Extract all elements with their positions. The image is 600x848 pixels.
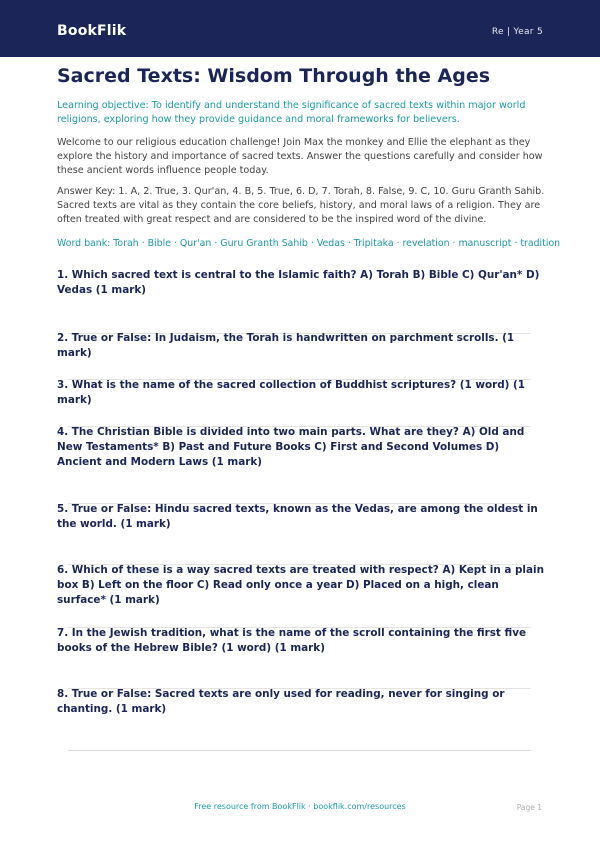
subject-year-label: Re | Year 5 <box>491 27 543 37</box>
question-5: 5. True or False: Hindu sacred texts, known as the Vedas, are among the oldest in the world. (1 mark) <box>57 503 538 530</box>
footer-divider <box>68 750 531 751</box>
question-3: 3. What is the name of the sacred collection of Buddhist scriptures? (1 word) (1 mark) <box>57 379 526 406</box>
question-4: 4. The Christian Bible is divided into two main parts. What are they? A) Old and New Testaments* B) Past and Future Books C) First and Second Volumes D) Ancient and Modern Laws (1 mark) <box>57 426 525 468</box>
answer-key: Answer Key: 1. A, 2. True, 3. Qur'an, 4. B, 5. True, 6. D, 7. Torah, 8. False, 9. C, 10. Guru Granth Sahib. Sacred texts are vital as they contain the core beliefs, history, and moral laws of a religion. They are often treated with great respect and are considered to be the inspired word of the divine. <box>57 186 545 225</box>
word-bank: Word bank: Torah · Bible · Qur'an · Guru Granth Sahib · Vedas · Tripitaka · revelation · manuscript · tradition <box>57 238 561 249</box>
question-2: 2. True or False: In Judaism, the Torah is handwritten on parchment scrolls. (1 mark) <box>57 332 515 359</box>
brand-logo[interactable]: BookFlik <box>57 23 127 39</box>
learning-objective: Learning objective: To identify and understand the significance of sacred texts within major world religions, exploring how they provide guidance and moral frameworks for believers. <box>57 100 526 125</box>
question-6: 6. Which of these is a way sacred texts are treated with respect? A) Kept in a plain box B) Left on the floor C) Read only once a year D) Placed on a high, clean surface* (1 mark) <box>57 564 544 606</box>
question-8: 8. True or False: Sacred texts are only used for reading, never for singing or chanting. (1 mark) <box>57 688 505 715</box>
page-header <box>0 0 600 57</box>
footer-link[interactable]: Free resource from BookFlik · bookflik.com/resources <box>194 802 406 811</box>
intro-paragraph: Welcome to our religious education challenge! Join Max the monkey and Ellie the elephant as they explore the history and importance of sacred texts. Answer the questions carefully and consider how these ancient words influence people today. <box>57 137 543 176</box>
page-number: Page 1 <box>516 803 542 812</box>
question-7: 7. In the Jewish tradition, what is the name of the scroll containing the first five books of the Hebrew Bible? (1 word) (1 mark) <box>57 627 527 654</box>
page-title: Sacred Texts: Wisdom Through the Ages <box>57 65 491 87</box>
question-1: 1. Which sacred text is central to the Islamic faith? A) Torah B) Bible C) Qur'an* D) Vedas (1 mark) <box>57 269 540 296</box>
